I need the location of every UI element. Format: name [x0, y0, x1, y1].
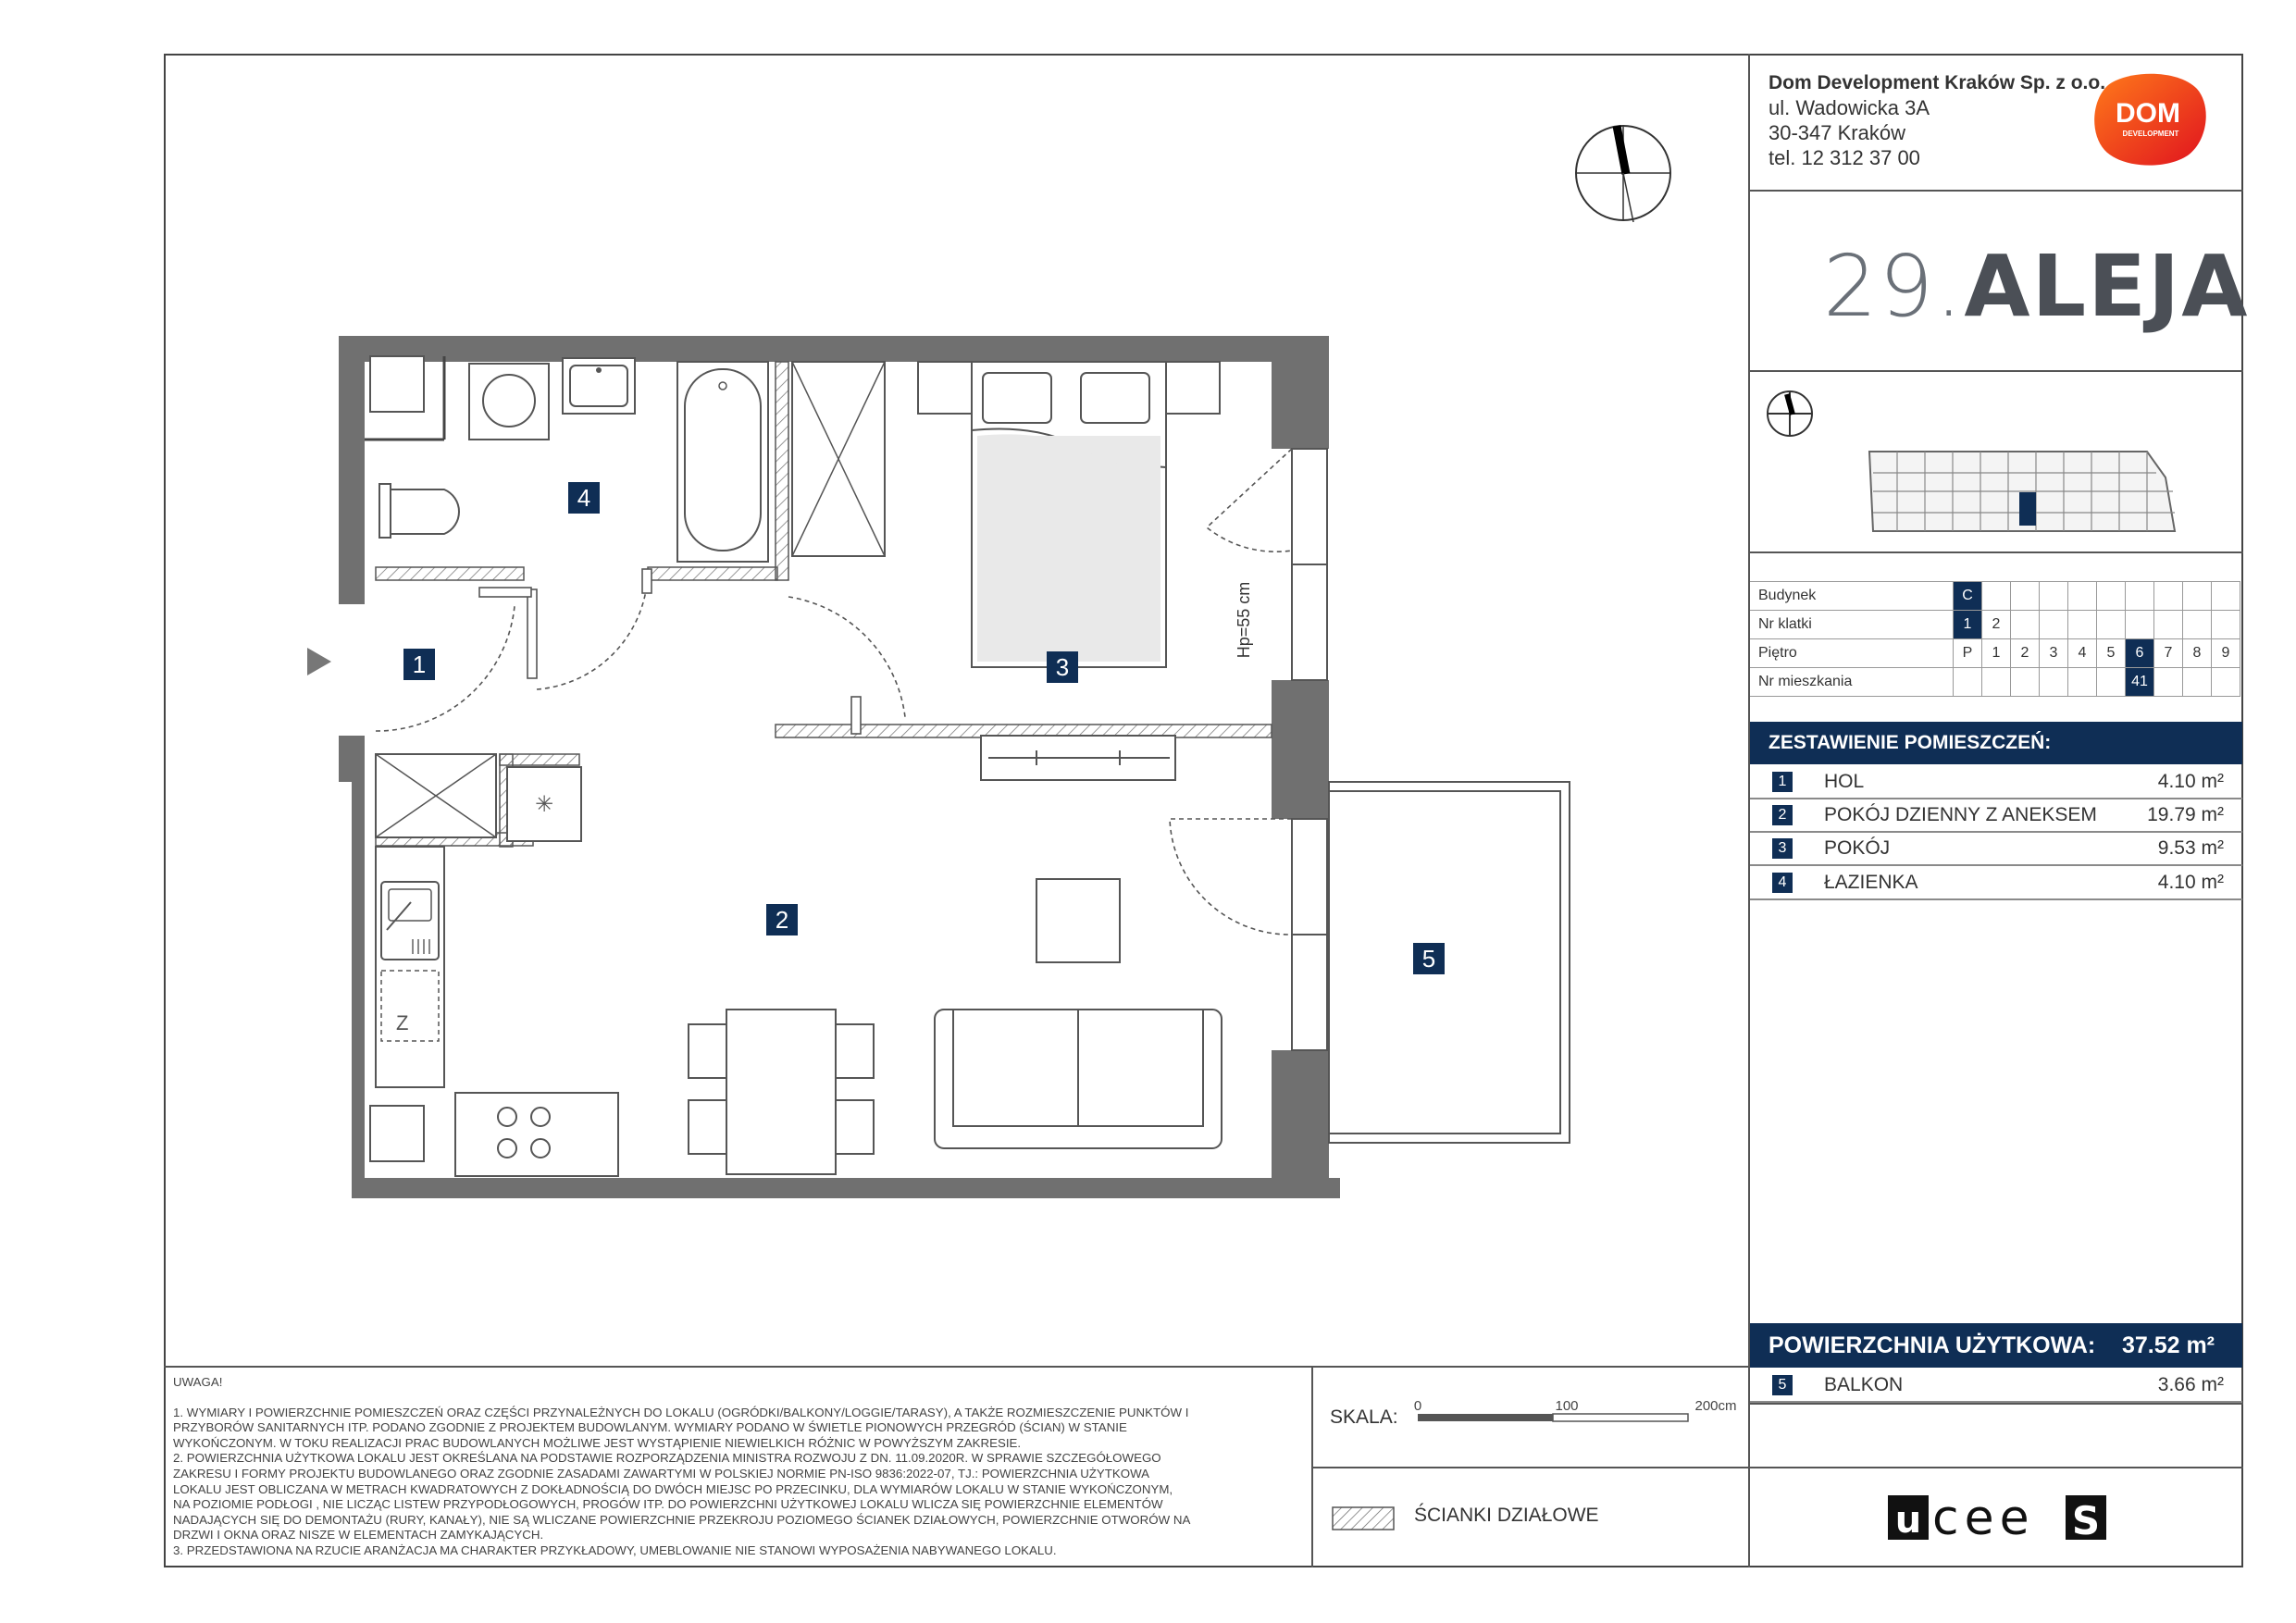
- room-tag-4: 4: [568, 482, 600, 514]
- project-number: 29.: [1823, 237, 1965, 336]
- room-row-bedroom: [1750, 833, 2242, 866]
- room-row-living: [1750, 799, 2242, 833]
- floor-value: 4: [2068, 639, 2097, 668]
- floor-value-selected: 6: [2126, 639, 2154, 668]
- floor-value: 3: [2040, 639, 2068, 668]
- info-row-building: [1750, 582, 2240, 611]
- svg-text:✳: ✳: [534, 791, 554, 817]
- label-floor: Piętro: [1750, 639, 1954, 668]
- dom-development-logo: [2090, 68, 2210, 168]
- stair-value-1: 1: [1954, 611, 1982, 639]
- floor-value: 8: [2183, 639, 2212, 668]
- stair-value-2: 2: [1982, 611, 2011, 639]
- panel-divider: [1748, 190, 2243, 192]
- room-area: 4.10 m²: [2157, 872, 2224, 893]
- label-flat: Nr mieszkania: [1750, 668, 1954, 697]
- hatch-legend-label: ŚCIANKI DZIAŁOWE: [1414, 1505, 1599, 1526]
- room-tag-5: 5: [1413, 943, 1445, 974]
- room-number-badge: 4: [1772, 873, 1793, 893]
- compass-small-icon: [1765, 389, 1815, 439]
- floor-value: 1: [1982, 639, 2011, 668]
- room-number-badge: 3: [1772, 838, 1793, 859]
- note-line: DRZWI I OKNA ORAZ NISZE W ELEMENTACH ZAMYKAJĄCYCH.: [173, 1528, 544, 1542]
- company-phone: tel. 12 312 37 00: [1769, 146, 1920, 169]
- building-value: C: [1954, 582, 1982, 611]
- room-name: POKÓJ: [1824, 837, 1891, 859]
- scale-tick-100: 100: [1555, 1398, 1579, 1414]
- room-name: POKÓJ DZIENNY Z ANEKSEM: [1824, 804, 2097, 825]
- room-area: 4.10 m²: [2157, 771, 2224, 792]
- scale-tick-0: 0: [1413, 1398, 1422, 1414]
- note-line: WYKOŃCZONYM. W TOKU REALIZACJI PRAC BUDOWLANYCH MOŻLIWE JEST WYSTĄPIENIE NIEWIELKICH RÓŻNIC W POWYŻSZYM ZAKRESIE.: [173, 1435, 1022, 1450]
- info-row-stair: [1750, 611, 2240, 639]
- room-area: 9.53 m²: [2157, 837, 2224, 859]
- rooms-summary-heading: ZESTAWIENIE POMIESZCZEŃ:: [1750, 722, 2242, 764]
- scale-label: SKALA:: [1330, 1406, 1398, 1428]
- note-line: 2. POWIERZCHNIA UŻYTKOWA LOKALU JEST OKREŚLANA NA PODSTAWIE ROZPORZĄDZENIA MINISTRA ROZWOJU Z DN. 11.09.2020R. W SPRAWIE SZCZEGÓŁOWEGO: [173, 1451, 1161, 1466]
- scale-tick-200: 200cm: [1694, 1398, 1737, 1414]
- room-row-hol: [1750, 766, 2242, 799]
- info-row-flat: [1750, 668, 2240, 697]
- total-area-value: 37.52 m²: [2121, 1332, 2215, 1358]
- room-tag-1: 1: [403, 649, 435, 680]
- panel-divider: [1748, 1403, 2243, 1405]
- north-arrow-icon: [1570, 120, 1676, 226]
- floor-value: 7: [2154, 639, 2183, 668]
- hatch-legend-swatch: [1332, 1506, 1395, 1530]
- window-height-note: Hp=55 cm: [1235, 581, 1253, 659]
- svg-text:u: u: [1894, 1499, 1922, 1542]
- panel-divider: [1748, 370, 2243, 372]
- note-line: ZAKRESU I FORMY PROJEKTU BUDOWLANEGO ORAZ ZGODNIE ZASADAMI ZAWARTYMI W POLSKIEJ NORMIE PN-ISO 9836:2022-07, TJ.: POWIERZCHNIA UŻYTKOWA: [173, 1466, 1150, 1481]
- total-area-bar: [1750, 1323, 2242, 1368]
- notes-divider: [1311, 1467, 1750, 1468]
- floor-value: 5: [2097, 639, 2126, 668]
- room-number-badge: 1: [1772, 772, 1793, 792]
- scale-bar: [1412, 1395, 1745, 1432]
- notes-block: [173, 1375, 1293, 1559]
- company-street: ul. Wadowicka 3A: [1769, 96, 1930, 119]
- svg-text:S: S: [2071, 1498, 2101, 1543]
- room-number-badge: 2: [1772, 805, 1793, 825]
- notes-divider: [164, 1366, 1750, 1368]
- floor-value: 2: [2011, 639, 2040, 668]
- total-area-label: POWIERZCHNIA UŻYTKOWA:: [1769, 1332, 2096, 1358]
- svg-text:cee: cee: [1932, 1492, 2035, 1543]
- room-number-badge: 5: [1772, 1375, 1793, 1395]
- project-logo: [1823, 237, 2249, 336]
- room-name: BALKON: [1824, 1374, 1904, 1395]
- note-line: NADAJĄCYCH SIĘ DO DEMONTAŻU (RURY, KANAŁY), NIE SĄ WLICZANE POWIERZCHNIE PRZEKROJU POZIOMEGO ŚCIANEK DZIAŁOWYCH, POWIERZCHNIE OTWORÓW NA: [173, 1512, 1191, 1527]
- project-name: ALEJA: [1964, 237, 2250, 336]
- room-name: HOL: [1824, 771, 1865, 792]
- building-key-plan: [1860, 440, 2180, 540]
- note-line: NA POZIOMIE PODŁOGI , NIE LICZĄC LISTEW PRZYPODŁOGOWYCH, PROGÓW ITP. DO POWIERZCHNI UŻYTKOWEJ LOKALU WLICZA SIĘ POWIERZCHNIE ELEMENTÓW: [173, 1497, 1163, 1512]
- label-stair: Nr klatki: [1750, 611, 1954, 639]
- room-name: ŁAZIENKA: [1824, 872, 1918, 893]
- logo-text-dom: DOM: [2116, 98, 2180, 129]
- panel-divider: [1748, 551, 2243, 553]
- unit-info-table: [1750, 581, 2240, 697]
- room-area: 19.79 m²: [2147, 804, 2224, 825]
- room-row-bathroom: [1750, 867, 2242, 900]
- flat-value: 41: [2126, 668, 2154, 697]
- room-row-balcony: [1750, 1369, 2242, 1403]
- panel-divider: [1748, 1467, 2243, 1468]
- notes-title: UWAGA!: [173, 1375, 223, 1389]
- note-line: PRZYBORÓW SANITARNYCH ITP. PODANO ZGODNIE Z PROJEKTEM BUDOWLANYM. WYMIARY PODANO W ŚWIETLE PIONOWYCH PRZEGRÓD (ŚCIAN) W STANIE: [173, 1420, 1127, 1435]
- svg-text:Z: Z: [396, 1011, 409, 1035]
- company-address: [1769, 70, 2105, 170]
- room-area: 3.66 m²: [2157, 1374, 2224, 1395]
- label-building: Budynek: [1750, 582, 1954, 611]
- note-line: LOKALU JEST OBLICZANA W METRACH KWADRATOWYCH Z DOKŁADNOŚCIĄ DO DWÓCH MIEJSC PO PRZECINKU, DLA WYMIARÓW LOKALU W STANIE WYKOŃCZONYM,: [173, 1481, 1173, 1496]
- note-line: 3. PRZEDSTAWIONA NA RZUCIE ARANŻACJA MA CHARAKTER PRZYKŁADOWY, UMEBLOWANIE NIE STANOWI WYPOSAŻENIA NABYWANEGO LOKALU.: [173, 1542, 1057, 1557]
- room-tag-3: 3: [1047, 651, 1078, 683]
- ucees-logo: [1888, 1492, 2110, 1543]
- floor-value: 9: [2212, 639, 2240, 668]
- logo-text-development: DEVELOPMENT: [2122, 130, 2179, 138]
- floor-plan: [296, 328, 1573, 1208]
- floor-value: P: [1954, 639, 1982, 668]
- room-tag-2: 2: [766, 904, 798, 935]
- company-city: 30-347 Kraków: [1769, 121, 1905, 144]
- note-line: 1. WYMIARY I POWIERZCHNIE POMIESZCZEŃ ORAZ CZĘŚCI PRZYNALEŻNYCH DO LOKALU (OGRÓDKI/BALKONY/LOGGIE/TARASY), A TAKŻE ROZMIESZCZENIE PUNKTÓW I: [173, 1405, 1189, 1419]
- company-name: Dom Development Kraków Sp. z o.o.: [1769, 72, 2106, 93]
- info-row-floor: [1750, 639, 2240, 668]
